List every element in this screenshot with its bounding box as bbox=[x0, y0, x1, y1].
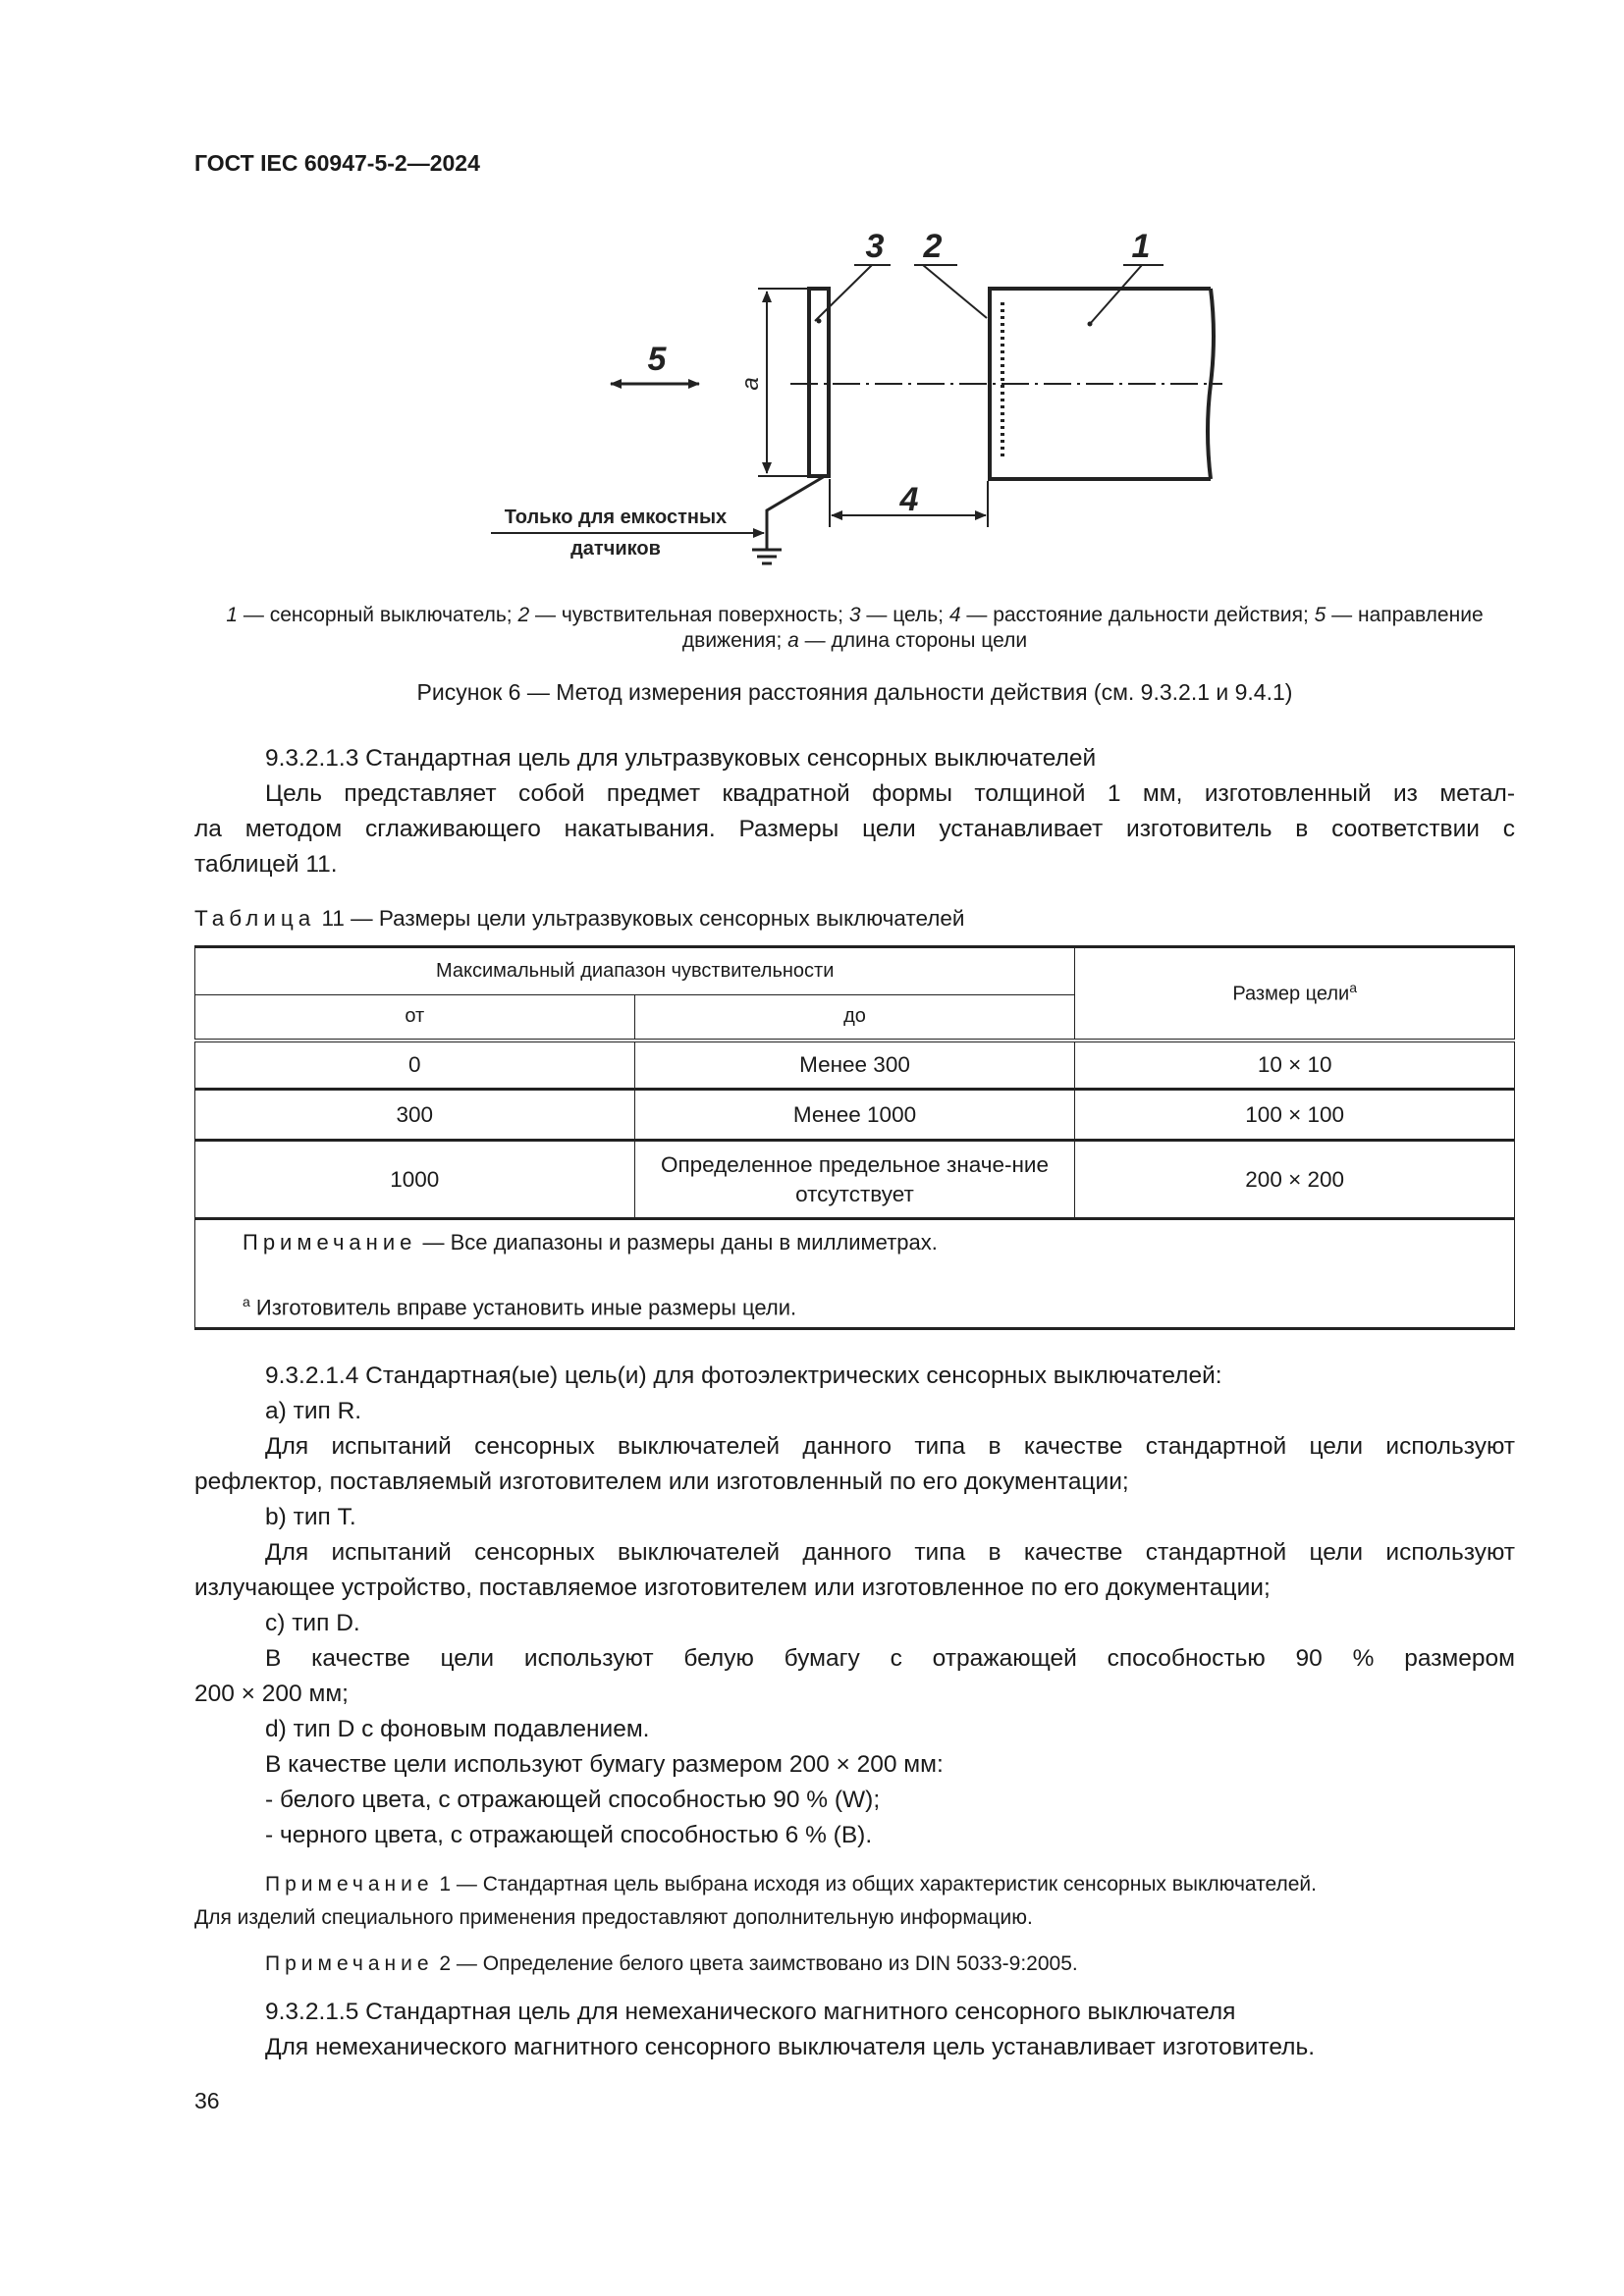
legend-num: 1 bbox=[226, 604, 239, 626]
cell-to: Определенное предельное значе-ние отсутствует bbox=[634, 1141, 1075, 1219]
label-1: 1 bbox=[1131, 228, 1151, 265]
footnote-text: Изготовитель вправе установить иные размеры цели. bbox=[249, 1295, 797, 1320]
note-text: — Все диапазоны и размеры даны в миллиметрах. bbox=[416, 1230, 938, 1255]
figure-legend-line2 bbox=[194, 626, 1515, 656]
document-header: ГОСТ IEC 60947-5-2—2024 bbox=[194, 150, 480, 176]
note-text: 1 — Стандартная цель выбрана исходя из общих характеристик сенсорных выключателей. bbox=[433, 1873, 1317, 1896]
legend-text: движения; bbox=[681, 629, 788, 652]
note-label: Примечание bbox=[265, 1873, 434, 1896]
table-title bbox=[194, 904, 1515, 934]
paragraph-line: Для немеханического магнитного сенсорного выключателя цель устанавливает изготовитель. bbox=[265, 2034, 1316, 2060]
figure-6-diagram bbox=[0, 0, 1624, 609]
cell-from: 0 bbox=[195, 1041, 635, 1090]
cell-size: 100 × 100 bbox=[1075, 1090, 1515, 1141]
header-from: от bbox=[195, 995, 635, 1041]
note-1 bbox=[265, 1870, 1515, 1899]
header-target-size bbox=[1075, 947, 1515, 1041]
paragraph-line: таблицей 11. bbox=[194, 851, 338, 878]
table-caption: 11 — Размеры цели ультразвуковых сенсорных выключателей bbox=[315, 906, 965, 931]
legend-text: — чувствительная поверхность; bbox=[529, 604, 849, 626]
paragraph-line: ла методом сглаживающего накатывания. Размеры цели устанавливает изготовитель в соответствии с bbox=[194, 816, 1515, 842]
legend-text: — направление bbox=[1326, 604, 1484, 626]
paragraph-line: В качестве цели используют бумагу размером 200 × 200 мм: bbox=[265, 1751, 944, 1778]
cell-to: Менее 1000 bbox=[634, 1090, 1075, 1141]
capacitive-note-1: Только для емкостных bbox=[504, 507, 728, 528]
legend-num: 2 bbox=[517, 604, 530, 626]
footnote-mark: a bbox=[243, 1294, 250, 1309]
header-to: до bbox=[634, 995, 1075, 1041]
legend-text: — цель; bbox=[860, 604, 949, 626]
table-row bbox=[195, 1090, 1515, 1141]
ground-wire bbox=[767, 476, 825, 550]
cell-to: Менее 300 bbox=[634, 1041, 1075, 1090]
paragraph-line: рефлектор, поставляемый изготовителем или изготовленный по его документации; bbox=[194, 1468, 1129, 1495]
list-item: a) тип R. bbox=[265, 1398, 362, 1424]
note-label: Примечание bbox=[243, 1230, 417, 1255]
note-label: Примечание bbox=[265, 1952, 434, 1975]
legend-num: 3 bbox=[848, 604, 861, 626]
header-size-label: Размер цели bbox=[1232, 984, 1350, 1006]
label-a: a bbox=[737, 377, 764, 391]
bullet-item: - черного цвета, с отражающей способностью 6 % (B). bbox=[265, 1822, 873, 1848]
legend-num: 4 bbox=[948, 604, 961, 626]
footnote-ref: a bbox=[1349, 980, 1357, 996]
list-item: d) тип D с фоновым подавлением. bbox=[265, 1716, 650, 1742]
table-note bbox=[243, 1228, 1506, 1257]
table-note-row bbox=[195, 1219, 1515, 1329]
note-2 bbox=[265, 1949, 1515, 1979]
paragraph-line: Для испытаний сенсорных выключателей данного типа в качестве стандартной цели используют bbox=[265, 1539, 1515, 1566]
label-4: 4 bbox=[899, 481, 919, 518]
table-label: Таблица bbox=[194, 906, 316, 931]
capacitive-note-2: датчиков bbox=[570, 538, 661, 560]
label-3: 3 bbox=[865, 228, 885, 265]
section-9-3-2-1-4-heading: 9.3.2.1.4 Стандартная(ые) цель(и) для фотоэлектрических сенсорных выключателей: bbox=[265, 1362, 1222, 1389]
page-number: 36 bbox=[194, 2088, 220, 2113]
paragraph-line: В качестве цели используют белую бумагу с отражающей способностью 90 % размером bbox=[265, 1645, 1515, 1672]
legend-text: — сенсорный выключатель; bbox=[238, 604, 518, 626]
paragraph-line: излучающее устройство, поставляемое изготовителем или изготовленное по его документации; bbox=[194, 1575, 1271, 1601]
section-9-3-2-1-3-heading: 9.3.2.1.3 Стандартная цель для ультразвуковых сенсорных выключателей bbox=[265, 745, 1097, 772]
paragraph-line: Для испытаний сенсорных выключателей данного типа в качестве стандартной цели используют bbox=[265, 1433, 1515, 1460]
label-5: 5 bbox=[647, 341, 667, 378]
paragraph-line: 200 × 200 мм; bbox=[194, 1681, 349, 1707]
header-sensitivity-range: Максимальный диапазон чувствительности bbox=[195, 947, 1075, 995]
note-1-cont: Для изделий специального применения предоставляют дополнительную информацию. bbox=[194, 1906, 1033, 1929]
table-footnote bbox=[243, 1287, 1506, 1322]
table-row bbox=[195, 1041, 1515, 1090]
table-row bbox=[195, 1141, 1515, 1219]
list-item: c) тип D. bbox=[265, 1610, 360, 1636]
legend-text: — длина стороны цели bbox=[798, 629, 1028, 652]
label-2: 2 bbox=[923, 228, 943, 265]
legend-num: a bbox=[787, 629, 799, 652]
section-9-3-2-1-5-heading: 9.3.2.1.5 Стандартная цель для немеханического магнитного сенсорного выключателя bbox=[265, 1999, 1236, 2025]
cell-from: 1000 bbox=[195, 1141, 635, 1219]
legend-text: — расстояние дальности действия; bbox=[960, 604, 1315, 626]
cell-from: 300 bbox=[195, 1090, 635, 1141]
legend-num: 5 bbox=[1314, 604, 1326, 626]
cell-size: 200 × 200 bbox=[1075, 1141, 1515, 1219]
cell-size: 10 × 10 bbox=[1075, 1041, 1515, 1090]
figure-caption: Рисунок 6 — Метод измерения расстояния дальности действия (см. 9.3.2.1 и 9.4.1) bbox=[416, 679, 1293, 705]
note-text: 2 — Определение белого цвета заимствовано из DIN 5033-9:2005. bbox=[433, 1952, 1078, 1975]
paragraph-line: Цель представляет собой предмет квадратной формы толщиной 1 мм, изготовленный из метал- bbox=[265, 780, 1515, 807]
list-item: b) тип T. bbox=[265, 1504, 356, 1530]
table-11 bbox=[194, 945, 1515, 1330]
bullet-item: - белого цвета, с отражающей способностью 90 % (W); bbox=[265, 1787, 881, 1813]
